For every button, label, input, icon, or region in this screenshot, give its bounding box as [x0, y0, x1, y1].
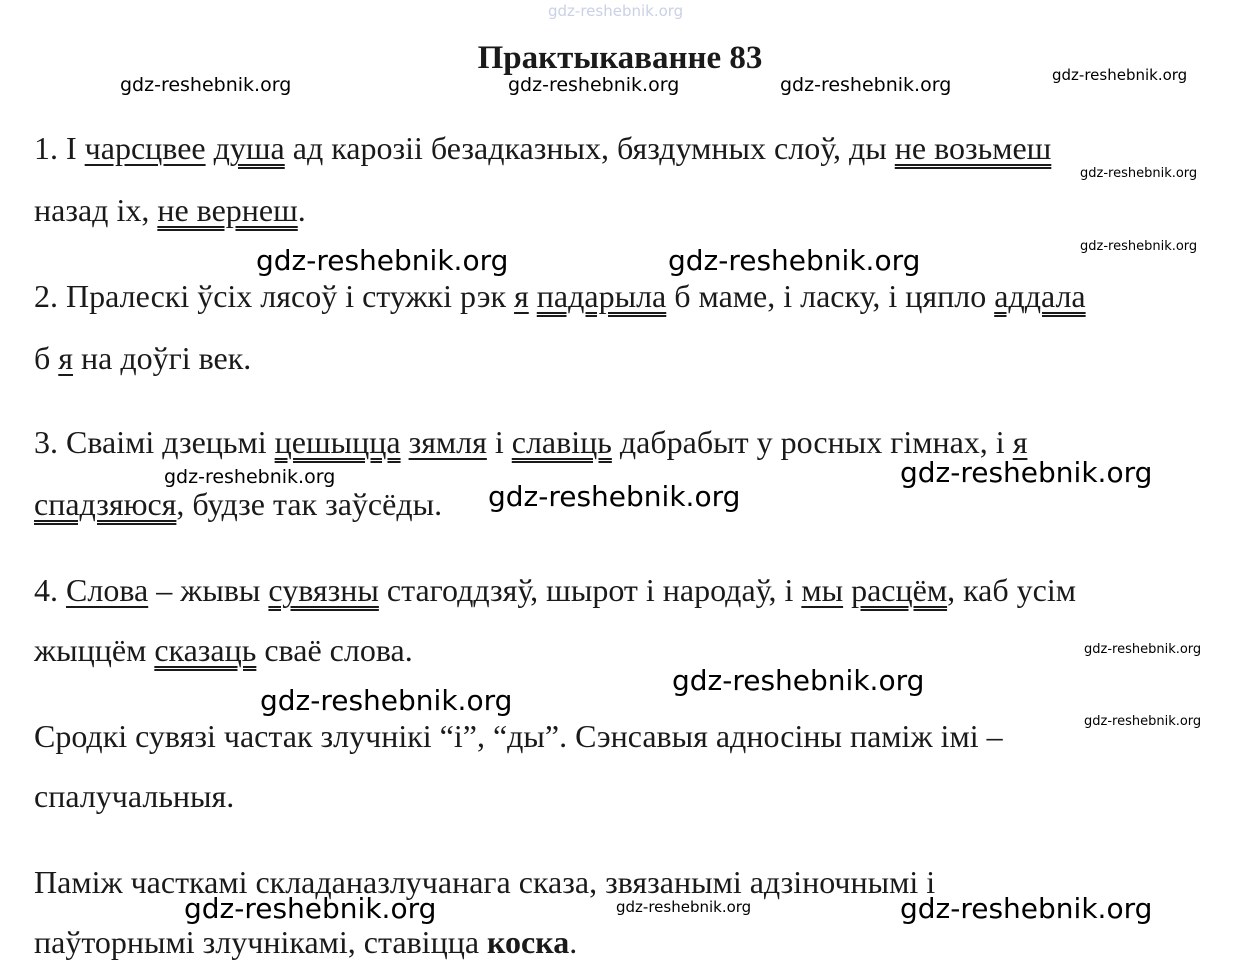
subject-word: Слова: [66, 572, 149, 608]
text-segment: і: [494, 424, 504, 460]
text-segment: сваё слова.: [264, 632, 413, 668]
predicate-word: сказаць: [154, 632, 257, 668]
predicate-word: аддала: [994, 278, 1086, 314]
watermark: gdz-reshebnik.org: [616, 898, 752, 916]
text-segment: паўторнымі злучнікамі, ставіцца: [34, 924, 480, 960]
predicate-word: спадзяюся: [34, 486, 177, 522]
page-title: Практыкаванне 83: [477, 40, 763, 76]
text-segment: назад іх,: [34, 192, 150, 228]
bold-term: коска: [487, 924, 570, 960]
text-segment: – жывы: [156, 572, 261, 608]
paragraph-2-line-2: [34, 338, 251, 378]
subject-word: я: [514, 278, 529, 314]
watermark: gdz-reshebnik.org: [668, 244, 921, 277]
text-segment: б маме, і ласку, і цяпло: [674, 278, 987, 314]
paragraph-1-line-1: [34, 128, 1051, 168]
subject-word: зямля: [408, 424, 487, 460]
watermark: gdz-reshebnik.org: [1084, 714, 1202, 729]
text-segment: ад карозіі безадказных, бяздумных слоў, ды: [292, 130, 887, 166]
text-segment: 4.: [34, 572, 58, 608]
watermark: gdz-reshebnik.org: [164, 466, 336, 488]
subject-word: я: [58, 340, 73, 376]
paragraph-4-line-2: [34, 630, 413, 670]
predicate-word: падарыла: [536, 278, 667, 314]
note-2-line-2: [34, 922, 577, 962]
text-segment: .: [569, 924, 578, 960]
watermark: gdz-reshebnik.org: [260, 684, 513, 717]
subject-word: мы: [801, 572, 844, 608]
text-segment: , каб усім: [947, 572, 1076, 608]
note-2-line-1: Паміж часткамі складаназлучанага сказа, звязанымі адзіночнымі і: [34, 864, 936, 900]
subject-word: чарсцвее: [84, 130, 206, 166]
paragraph-3-line-1: [34, 422, 1027, 462]
predicate-word: не возьмеш: [894, 130, 1052, 166]
text-segment: .: [297, 192, 306, 228]
text-segment: б: [34, 340, 51, 376]
subject-word: я: [1012, 424, 1028, 460]
watermark: gdz-reshebnik.org: [120, 74, 292, 96]
text-segment: 2. Пралескі ўсіх лясоў і стужкі рэк: [34, 278, 507, 314]
watermark: gdz-reshebnik.org: [1080, 166, 1198, 181]
watermark: gdz-reshebnik.org: [256, 244, 509, 277]
watermark: gdz-reshebnik.org: [1084, 642, 1202, 657]
watermark: gdz-reshebnik.org: [780, 74, 952, 96]
text-segment: 1. І: [34, 130, 77, 166]
text-segment: 3. Сваімі дзецьмі: [34, 424, 267, 460]
paragraph-4-line-1: [34, 570, 1076, 610]
watermark: gdz-reshebnik.org: [488, 480, 741, 513]
note-1-line-2: спалучальныя.: [34, 778, 235, 814]
text-segment: , будзе так заўсёды.: [176, 486, 443, 522]
text-segment: стагоддзяў, шырот і народаў, і: [386, 572, 794, 608]
watermark: gdz-reshebnik.org: [1080, 239, 1198, 254]
paragraph-1-line-2: [34, 190, 306, 230]
predicate-word: душа: [213, 130, 285, 166]
watermark: gdz-reshebnik.org: [548, 2, 684, 20]
watermark: gdz-reshebnik.org: [184, 892, 437, 925]
text-segment: дабрабыт у росных гімнах, і: [619, 424, 1005, 460]
paragraph-3-line-2: [34, 484, 442, 524]
watermark: gdz-reshebnik.org: [1052, 66, 1188, 84]
text-segment: на доўгі век.: [81, 340, 252, 376]
watermark: gdz-reshebnik.org: [900, 456, 1153, 489]
watermark: gdz-reshebnik.org: [672, 664, 925, 697]
predicate-word: славіць: [511, 424, 612, 460]
predicate-word: сувязны: [268, 572, 379, 608]
watermark: gdz-reshebnik.org: [900, 892, 1153, 925]
predicate-word: цешыцца: [274, 424, 401, 460]
paragraph-2-line-1: [34, 276, 1086, 316]
predicate-word: не вернеш: [157, 192, 298, 228]
predicate-word: расцём: [851, 572, 948, 608]
text-segment: жыццём: [34, 632, 147, 668]
note-1-line-1: Сродкі сувязі частак злучнікі “і”, “ды”. Сэнсавыя адносіны паміж імі –: [34, 718, 1003, 754]
watermark: gdz-reshebnik.org: [508, 74, 680, 96]
